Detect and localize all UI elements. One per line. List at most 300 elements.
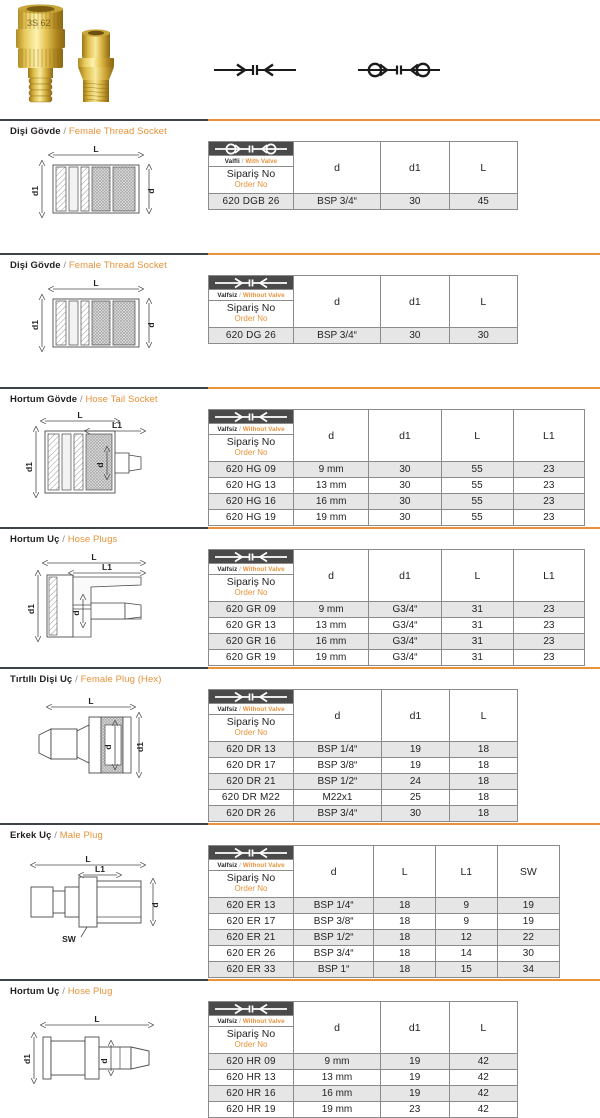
spec-section — [0, 526, 600, 666]
spec-value: BSP 3/4“ — [294, 946, 374, 962]
spec-value: 30 — [381, 806, 449, 822]
valve-type-en: Without Valve — [242, 1017, 285, 1025]
column-header: d1 — [369, 410, 441, 462]
svg-text:d: d — [95, 462, 105, 468]
column-header: SW — [497, 846, 559, 898]
column-header: d1 — [369, 550, 442, 602]
spec-value: BSP 3/4“ — [294, 806, 382, 822]
order-no-en: Order No — [234, 587, 268, 597]
section-divider — [0, 118, 600, 122]
valve-type-tr: Valfsiz — [217, 291, 238, 299]
order-number: 620 ER 13 — [209, 898, 294, 914]
valve-type-cell — [209, 704, 294, 715]
order-number: 620 DGB 26 — [209, 194, 294, 210]
spec-value: 23 — [513, 634, 584, 650]
section-title-tr: Dişi Gövde — [10, 260, 61, 271]
spec-value: 30 — [381, 194, 449, 210]
table-row — [209, 946, 560, 962]
spec-value: 18 — [374, 946, 436, 962]
order-number: 620 HG 09 — [209, 462, 294, 478]
spec-value: 18 — [449, 758, 517, 774]
valve-separator: / — [239, 291, 241, 299]
table-symbol-row — [209, 1002, 518, 1016]
spec-section — [0, 118, 600, 252]
column-header: L — [449, 276, 517, 328]
section-title — [0, 122, 600, 139]
svg-text:d1: d1 — [24, 462, 34, 472]
table-row — [209, 618, 585, 634]
spec-section — [0, 386, 600, 526]
table-row — [209, 1070, 518, 1086]
spec-value: 9 — [435, 914, 497, 930]
valve-type-en: With Valve — [245, 157, 278, 165]
section-title — [0, 982, 600, 999]
table-row — [209, 914, 560, 930]
order-no-tr: Sipariş No — [226, 436, 276, 449]
spec-value: 19 — [380, 1086, 449, 1102]
section-title — [0, 256, 600, 273]
section-divider — [0, 252, 600, 256]
order-number: 620 DR 17 — [209, 758, 294, 774]
table-row — [209, 1102, 518, 1118]
section-divider — [0, 526, 600, 530]
spec-value: 19 — [381, 758, 449, 774]
order-number: 620 ER 17 — [209, 914, 294, 930]
valve-type-cell — [209, 290, 294, 301]
svg-text:d: d — [71, 610, 81, 616]
section-title-en: Hose Plug — [67, 986, 113, 997]
table-row — [209, 758, 518, 774]
spec-value: 30 — [369, 494, 441, 510]
spec-value: 55 — [441, 510, 513, 526]
valve-type-tr: Valfsiz — [217, 1017, 238, 1025]
female-thread-socket-section-drawing — [0, 273, 196, 381]
svg-text:L1: L1 — [112, 420, 122, 430]
spec-value: 19 mm — [294, 1102, 381, 1118]
table-row — [209, 962, 560, 978]
valve-type-en: Without Valve — [242, 565, 285, 573]
svg-text:d1: d1 — [30, 186, 40, 196]
technical-drawing — [0, 139, 208, 252]
spec-table-wrap — [208, 687, 600, 822]
table-symbol-row — [209, 550, 585, 564]
table-row — [209, 742, 518, 758]
hose-plug-section-drawing — [0, 547, 196, 655]
table-row — [209, 1054, 518, 1070]
spec-value: 18 — [374, 930, 436, 946]
plain-coupling-symbol-icon — [209, 550, 293, 563]
spec-value: 30 — [369, 478, 441, 494]
spec-value: 19 — [381, 742, 449, 758]
table-row — [209, 650, 585, 666]
order-number: 620 HR 13 — [209, 1070, 294, 1086]
section-title-tr: Erkek Uç — [10, 830, 52, 841]
order-number: 620 GR 16 — [209, 634, 294, 650]
spec-value: G3/4“ — [369, 634, 442, 650]
valve-type-en: Without Valve — [242, 861, 285, 869]
svg-text:L1: L1 — [95, 864, 105, 874]
spec-value: G3/4“ — [369, 602, 442, 618]
spec-value: 22 — [497, 930, 559, 946]
title-separator: / — [62, 986, 65, 997]
table-symbol-row — [209, 276, 518, 290]
technical-drawing — [0, 843, 208, 978]
spec-value: 34 — [497, 962, 559, 978]
spec-value: 18 — [449, 806, 517, 822]
order-no-header — [209, 167, 294, 194]
symbol-cell — [209, 410, 294, 424]
order-no-en: Order No — [234, 179, 268, 189]
table-row — [209, 1086, 518, 1102]
svg-text:L: L — [88, 696, 94, 706]
svg-text:d: d — [150, 902, 160, 908]
order-number: 620 DG 26 — [209, 328, 294, 344]
spec-value: 23 — [513, 462, 584, 478]
order-number: 620 GR 09 — [209, 602, 294, 618]
table-row — [209, 790, 518, 806]
spec-value: 19 mm — [294, 650, 369, 666]
plain-coupling-symbol-icon — [209, 846, 293, 859]
product-photo — [12, 4, 124, 114]
column-header: d — [294, 142, 381, 194]
column-header: L1 — [513, 410, 584, 462]
spec-value: 18 — [374, 898, 436, 914]
section-title-tr: Hortum Uç — [10, 534, 60, 545]
svg-text:d1: d1 — [26, 604, 36, 614]
spec-table — [208, 845, 560, 978]
title-separator: / — [63, 126, 67, 137]
order-number: 620 HR 09 — [209, 1054, 294, 1070]
section-divider — [0, 978, 600, 982]
svg-text:L: L — [94, 1014, 100, 1024]
spec-value: 45 — [449, 194, 517, 210]
spec-value: BSP 3/4“ — [294, 194, 381, 210]
spec-value: BSP 1“ — [294, 962, 374, 978]
spec-table-wrap — [208, 547, 600, 666]
svg-text:d: d — [146, 188, 156, 194]
spec-value: BSP 1/2“ — [294, 930, 374, 946]
spec-value: 16 mm — [294, 494, 369, 510]
section-title-tr: Dişi Gövde — [10, 126, 61, 137]
section-title — [0, 670, 600, 687]
spec-table-wrap — [208, 273, 600, 386]
order-number: 620 HG 16 — [209, 494, 294, 510]
order-no-tr: Sipariş No — [226, 168, 276, 181]
order-no-en: Order No — [234, 313, 268, 323]
column-header: d — [294, 276, 381, 328]
spec-table-wrap — [208, 999, 600, 1118]
valve-separator: / — [239, 705, 241, 713]
spec-value: 23 — [513, 494, 584, 510]
valve-type-tr: Valfsiz — [217, 425, 238, 433]
product-photo-header — [0, 0, 600, 118]
column-header: L — [449, 1002, 518, 1054]
column-header: d — [294, 846, 374, 898]
svg-text:d1: d1 — [22, 1054, 32, 1064]
spec-section — [0, 978, 600, 1118]
spec-value: 19 — [380, 1054, 449, 1070]
spec-table — [208, 141, 518, 210]
table-row — [209, 930, 560, 946]
spec-value: 55 — [441, 478, 513, 494]
table-symbol-row — [209, 846, 560, 860]
order-number: 620 DR M22 — [209, 790, 294, 806]
section-title-tr: Hortum Uç — [10, 986, 60, 997]
order-number: 620 ER 33 — [209, 962, 294, 978]
order-number: 620 HR 19 — [209, 1102, 294, 1118]
column-header: d1 — [381, 690, 449, 742]
section-title — [0, 390, 600, 407]
spec-value: 30 — [381, 328, 449, 344]
column-header: d — [294, 690, 382, 742]
spec-value: 19 — [497, 914, 559, 930]
order-no-en: Order No — [234, 447, 268, 457]
spec-value: 30 — [497, 946, 559, 962]
male-plug-section-drawing — [0, 843, 196, 951]
spec-value: 16 mm — [294, 634, 369, 650]
order-no-tr: Sipariş No — [226, 872, 276, 885]
spec-value: 18 — [449, 774, 517, 790]
svg-text:L: L — [91, 552, 97, 562]
valve-separator: / — [239, 565, 241, 573]
spec-value: 18 — [374, 962, 436, 978]
valve-separator: / — [239, 425, 241, 433]
table-row — [209, 806, 518, 822]
order-no-header — [209, 575, 294, 602]
column-header: d — [294, 550, 369, 602]
order-no-header — [209, 715, 294, 742]
spec-value: 13 mm — [294, 478, 369, 494]
spec-value: 19 — [380, 1070, 449, 1086]
spec-value: BSP 3/8“ — [294, 914, 374, 930]
order-no-header — [209, 871, 294, 898]
section-title — [0, 530, 600, 547]
section-title-tr: Tırtıllı Dişi Uç — [10, 674, 73, 685]
spec-value: 23 — [513, 602, 584, 618]
pneumatic-symbol-legend — [212, 55, 442, 85]
section-title-tr: Hortum Gövde — [10, 394, 78, 405]
spec-section — [0, 666, 600, 822]
spec-table — [208, 1001, 518, 1118]
table-row — [209, 462, 585, 478]
spec-value: 42 — [449, 1086, 518, 1102]
title-separator: / — [79, 394, 83, 405]
spec-value: 23 — [513, 618, 584, 634]
order-number: 620 DR 21 — [209, 774, 294, 790]
spec-value: BSP 3/4“ — [294, 328, 381, 344]
symbol-cell — [209, 1002, 294, 1016]
section-title-en: Female Plug (Hex) — [80, 674, 162, 685]
spec-value: 30 — [369, 510, 441, 526]
valve-type-cell — [209, 156, 294, 167]
spec-value: 31 — [441, 634, 513, 650]
svg-text:L: L — [77, 410, 83, 420]
spec-value: 18 — [374, 914, 436, 930]
spec-value: 19 mm — [294, 510, 369, 526]
order-no-tr: Sipariş No — [226, 302, 276, 315]
hose-plug-straight-section-drawing — [0, 999, 196, 1107]
spec-value: 42 — [449, 1102, 518, 1118]
svg-text:d: d — [103, 744, 113, 750]
spec-value: 9 mm — [294, 602, 369, 618]
symbol-cell — [209, 846, 294, 860]
spec-table-wrap — [208, 407, 600, 526]
spec-table — [208, 409, 585, 526]
spec-value: 31 — [441, 618, 513, 634]
column-header: L — [441, 410, 513, 462]
symbol-cell — [209, 690, 294, 704]
spec-value: 19 — [497, 898, 559, 914]
section-title — [0, 826, 600, 843]
svg-text:3S 62: 3S 62 — [27, 18, 51, 28]
technical-drawing — [0, 687, 208, 822]
order-no-header — [209, 435, 294, 462]
table-symbol-row — [209, 410, 585, 424]
valve-type-tr: Valfsiz — [217, 861, 238, 869]
spec-sections — [0, 118, 600, 1118]
symbol-cell — [209, 550, 294, 564]
valve-type-tr: Valfsiz — [217, 565, 238, 573]
svg-text:L: L — [85, 854, 91, 864]
svg-text:d: d — [99, 1058, 109, 1064]
section-title-en: Male Plug — [59, 830, 103, 841]
section-title-en: Female Thread Socket — [68, 126, 167, 137]
female-thread-socket-section-drawing — [0, 139, 196, 247]
spec-table — [208, 275, 518, 344]
spec-table — [208, 689, 518, 822]
spec-value: 14 — [435, 946, 497, 962]
spec-value: BSP 1/2“ — [294, 774, 382, 790]
valve-separator: / — [239, 861, 241, 869]
spec-value: 18 — [449, 742, 517, 758]
spec-value: 9 mm — [294, 1054, 381, 1070]
column-header: L — [374, 846, 436, 898]
table-row — [209, 194, 518, 210]
spec-section — [0, 252, 600, 386]
spec-value: 9 mm — [294, 462, 369, 478]
plain-coupling-symbol-icon — [209, 690, 293, 703]
valved-coupling-symbol-icon — [356, 61, 442, 79]
technical-drawing — [0, 999, 208, 1118]
spec-value: BSP 1/4“ — [294, 898, 374, 914]
spec-value: G3/4“ — [369, 650, 442, 666]
order-number: 620 ER 21 — [209, 930, 294, 946]
spec-value: 18 — [449, 790, 517, 806]
spec-value: BSP 3/8“ — [294, 758, 382, 774]
symbol-cell — [209, 142, 294, 156]
spec-section — [0, 822, 600, 978]
title-separator: / — [75, 674, 78, 685]
spec-value: BSP 1/4“ — [294, 742, 382, 758]
table-symbol-row — [209, 690, 518, 704]
table-row — [209, 328, 518, 344]
column-header: L — [441, 550, 513, 602]
spec-value: 25 — [381, 790, 449, 806]
spec-table-wrap — [208, 139, 600, 252]
technical-drawing — [0, 273, 208, 386]
column-header: d1 — [381, 276, 449, 328]
valve-separator: / — [241, 157, 244, 165]
section-divider — [0, 822, 600, 826]
svg-text:L: L — [93, 278, 99, 288]
svg-text:L: L — [93, 144, 99, 154]
valve-type-en: Without Valve — [242, 425, 285, 433]
valve-type-cell — [209, 564, 294, 575]
order-number: 620 HR 16 — [209, 1086, 294, 1102]
spec-value: 23 — [513, 510, 584, 526]
title-separator: / — [54, 830, 57, 841]
valve-type-en: Without Valve — [242, 705, 285, 713]
spec-value: 42 — [449, 1070, 518, 1086]
symbol-cell — [209, 276, 294, 290]
spec-value: 23 — [513, 650, 584, 666]
section-divider — [0, 386, 600, 390]
technical-drawing — [0, 547, 208, 666]
table-row — [209, 602, 585, 618]
order-number: 620 GR 13 — [209, 618, 294, 634]
spec-value: 42 — [449, 1054, 518, 1070]
column-header: d — [294, 410, 369, 462]
spec-value: 31 — [441, 650, 513, 666]
valve-type-cell — [209, 424, 294, 435]
spec-value: 16 mm — [294, 1086, 381, 1102]
column-header: L — [449, 690, 517, 742]
order-number: 620 ER 26 — [209, 946, 294, 962]
technical-drawing — [0, 407, 208, 526]
valve-type-en: Without Valve — [242, 291, 285, 299]
spec-value: G3/4“ — [369, 618, 442, 634]
svg-text:d1: d1 — [135, 742, 145, 752]
valve-type-cell — [209, 860, 294, 871]
order-no-tr: Sipariş No — [226, 576, 276, 589]
order-number: 620 GR 19 — [209, 650, 294, 666]
order-no-tr: Sipariş No — [226, 1028, 276, 1041]
plain-coupling-symbol-icon — [209, 410, 293, 423]
spec-value: 30 — [449, 328, 517, 344]
spec-table-wrap — [208, 843, 600, 978]
section-divider — [0, 666, 600, 670]
female-plug-hex-section-drawing — [0, 687, 196, 795]
order-no-header — [209, 301, 294, 328]
order-number: 620 HG 13 — [209, 478, 294, 494]
column-header: d1 — [381, 142, 449, 194]
table-symbol-row — [209, 142, 518, 156]
spec-value: 9 — [435, 898, 497, 914]
table-row — [209, 494, 585, 510]
order-no-tr: Sipariş No — [226, 716, 276, 729]
spec-value: 30 — [369, 462, 441, 478]
spec-value: 12 — [435, 930, 497, 946]
table-row — [209, 898, 560, 914]
svg-text:d: d — [146, 322, 156, 328]
spec-value: 55 — [441, 462, 513, 478]
plain-coupling-symbol-icon — [212, 61, 298, 79]
spec-value: 31 — [441, 602, 513, 618]
section-title-en: Hose Plugs — [67, 534, 118, 545]
column-header: d1 — [380, 1002, 449, 1054]
svg-text:SW: SW — [62, 934, 76, 944]
table-row — [209, 510, 585, 526]
hose-tail-socket-section-drawing — [0, 407, 196, 515]
column-header: L1 — [513, 550, 584, 602]
spec-value: 13 mm — [294, 618, 369, 634]
plain-coupling-symbol-icon — [209, 1002, 293, 1015]
valve-type-tr: Valfsiz — [217, 705, 238, 713]
table-row — [209, 634, 585, 650]
table-row — [209, 774, 518, 790]
order-no-en: Order No — [234, 1039, 268, 1049]
table-row — [209, 478, 585, 494]
